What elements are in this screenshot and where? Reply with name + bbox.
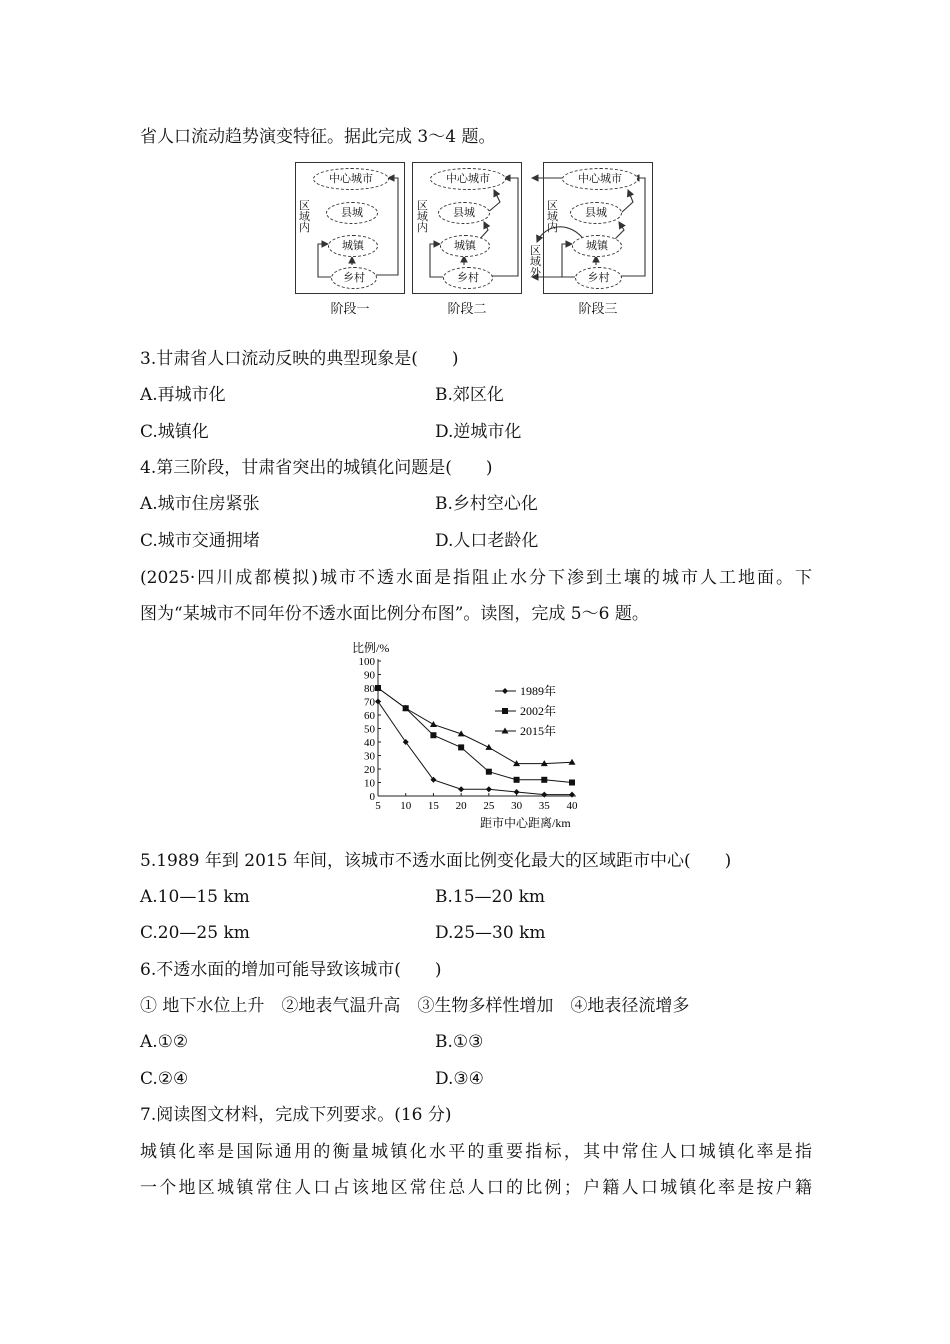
- legend-marker-1: [502, 708, 508, 714]
- x-tick-label: 35: [538, 800, 550, 812]
- series-1-point: [458, 744, 464, 750]
- x-tick-label: 5: [375, 800, 381, 812]
- legend-marker-0: [502, 688, 508, 694]
- y-tick-label: 20: [364, 764, 375, 776]
- y-tick-label: 100: [358, 656, 375, 668]
- stage2-county: 县城: [438, 202, 490, 224]
- q5-stem: 5.1989 年到 2015 年间，该城市不透水面比例变化最大的区域距市中心( ): [140, 851, 732, 871]
- q4-stem: 4.第三阶段，甘肃省突出的城镇化问题是( ): [140, 458, 493, 478]
- q3-option-a: A.再城市化: [140, 385, 226, 405]
- q7-stem: 7.阅读图文材料，完成下列要求。(16 分): [140, 1105, 452, 1125]
- q6-stem: 6.不透水面的增加可能导致该城市( ): [140, 960, 442, 980]
- stage1-county: 县城: [326, 202, 378, 224]
- q4-option-c: C.城市交通拥堵: [140, 531, 260, 551]
- q5-option-b: B.15—20 km: [435, 887, 545, 907]
- legend-label-2: 2015年: [520, 724, 557, 738]
- series-0-point: [375, 699, 381, 705]
- y-tick-label: 60: [364, 710, 375, 722]
- series-1-point: [486, 769, 492, 775]
- x-tick-label: 30: [511, 800, 523, 812]
- x-tick-label: 40: [566, 800, 578, 812]
- impervious-surface-chart: [340, 638, 600, 836]
- series-1-point: [430, 732, 436, 738]
- chart-xlabel: 距市中心距离/km: [480, 816, 571, 830]
- stage1-label: 阶段一: [330, 302, 370, 317]
- q3-option-b: B.郊区化: [435, 385, 504, 405]
- y-tick-label: 0: [369, 791, 375, 803]
- passage2-line1: (2025·四川成都模拟)城市不透水面是指阻止水分下渗到土壤的城市人工地面。下: [140, 568, 812, 588]
- chart-ylabel: 比例/%: [352, 641, 390, 655]
- q7-line2: 一个地区城镇常住人口占该地区常住总人口的比例；户籍人口城镇化率是按户籍: [140, 1178, 812, 1198]
- series-0-point: [569, 792, 575, 798]
- series-2-point: [485, 744, 492, 750]
- series-0-point: [458, 786, 464, 792]
- series-0-point: [486, 786, 492, 792]
- y-tick-label: 30: [364, 750, 375, 763]
- series-1-point: [541, 777, 547, 783]
- stage3-county: 县城: [570, 202, 622, 224]
- q6-option-b: B.①③: [435, 1032, 484, 1052]
- stage3-town: 城镇: [572, 235, 622, 257]
- legend-label-0: 1989年: [520, 684, 557, 698]
- y-tick-label: 40: [364, 737, 375, 749]
- x-tick-label: 10: [400, 800, 412, 812]
- series-1-point: [569, 780, 575, 786]
- stage3-center-city: 中心城市: [562, 168, 638, 190]
- q3-option-d: D.逆城市化: [435, 422, 522, 442]
- stage3-village: 乡村: [575, 267, 622, 289]
- stage2-region-in-label: 区域内: [417, 199, 428, 234]
- stage3-label: 阶段三: [578, 302, 618, 317]
- y-tick-label: 50: [364, 723, 375, 736]
- q6-statements: ① 地下水位上升 ②地表气温升高 ③生物多样性增加 ④地表径流增多: [140, 996, 690, 1016]
- passage2-line2: 图为“某城市不同年份不透水面比例分布图”。读图，完成 5～6 题。: [140, 604, 649, 624]
- q5-option-c: C.20—25 km: [140, 923, 250, 943]
- stage2-label: 阶段二: [447, 302, 487, 317]
- stage1-center-city: 中心城市: [313, 168, 389, 190]
- intro-line: 省人口流动趋势演变特征。据此完成 3～4 题。: [140, 127, 496, 147]
- x-tick-label: 15: [427, 800, 439, 812]
- legend-label-1: 2002年: [520, 704, 557, 718]
- stage1-region-in-label: 区域内: [299, 199, 310, 234]
- stage2-town: 城镇: [440, 235, 490, 257]
- y-tick-label: 80: [364, 683, 375, 695]
- x-tick-label: 25: [483, 800, 495, 812]
- stage1-village: 乡村: [331, 267, 377, 289]
- q4-option-b: B.乡村空心化: [435, 494, 538, 514]
- q4-option-a: A.城市住房紧张: [140, 494, 260, 514]
- y-tick-label: 90: [364, 669, 375, 682]
- q6-option-c: C.②④: [140, 1069, 189, 1089]
- series-0-point: [541, 792, 547, 798]
- q6-option-a: A.①②: [140, 1032, 189, 1052]
- q7-line1: 城镇化率是国际通用的衡量城镇化水平的重要指标，其中常住人口城镇化率是指: [140, 1142, 812, 1162]
- q4-option-d: D.人口老龄化: [435, 531, 539, 551]
- stage2-village: 乡村: [443, 267, 493, 289]
- q6-option-d: D.③④: [435, 1069, 484, 1089]
- series-1-point: [514, 777, 520, 783]
- series-0-point: [514, 789, 520, 795]
- stage1-town: 城镇: [328, 235, 378, 257]
- q3-stem: 3.甘肃省人口流动反映的典型现象是( ): [140, 349, 459, 369]
- y-tick-label: 70: [364, 696, 375, 709]
- q3-option-c: C.城镇化: [140, 422, 209, 442]
- q5-option-a: A.10—15 km: [140, 887, 250, 907]
- series-2-point: [430, 721, 437, 727]
- stage3-region-in-label: 区域内: [547, 199, 558, 234]
- x-tick-label: 20: [455, 800, 467, 812]
- stage2-center-city: 中心城市: [430, 168, 506, 190]
- q5-option-d: D.25—30 km: [435, 923, 546, 943]
- y-tick-label: 10: [364, 777, 375, 790]
- series-2-point: [513, 760, 520, 766]
- stage3-region-out-label: 区域外: [530, 244, 541, 279]
- series-2-point: [569, 759, 576, 765]
